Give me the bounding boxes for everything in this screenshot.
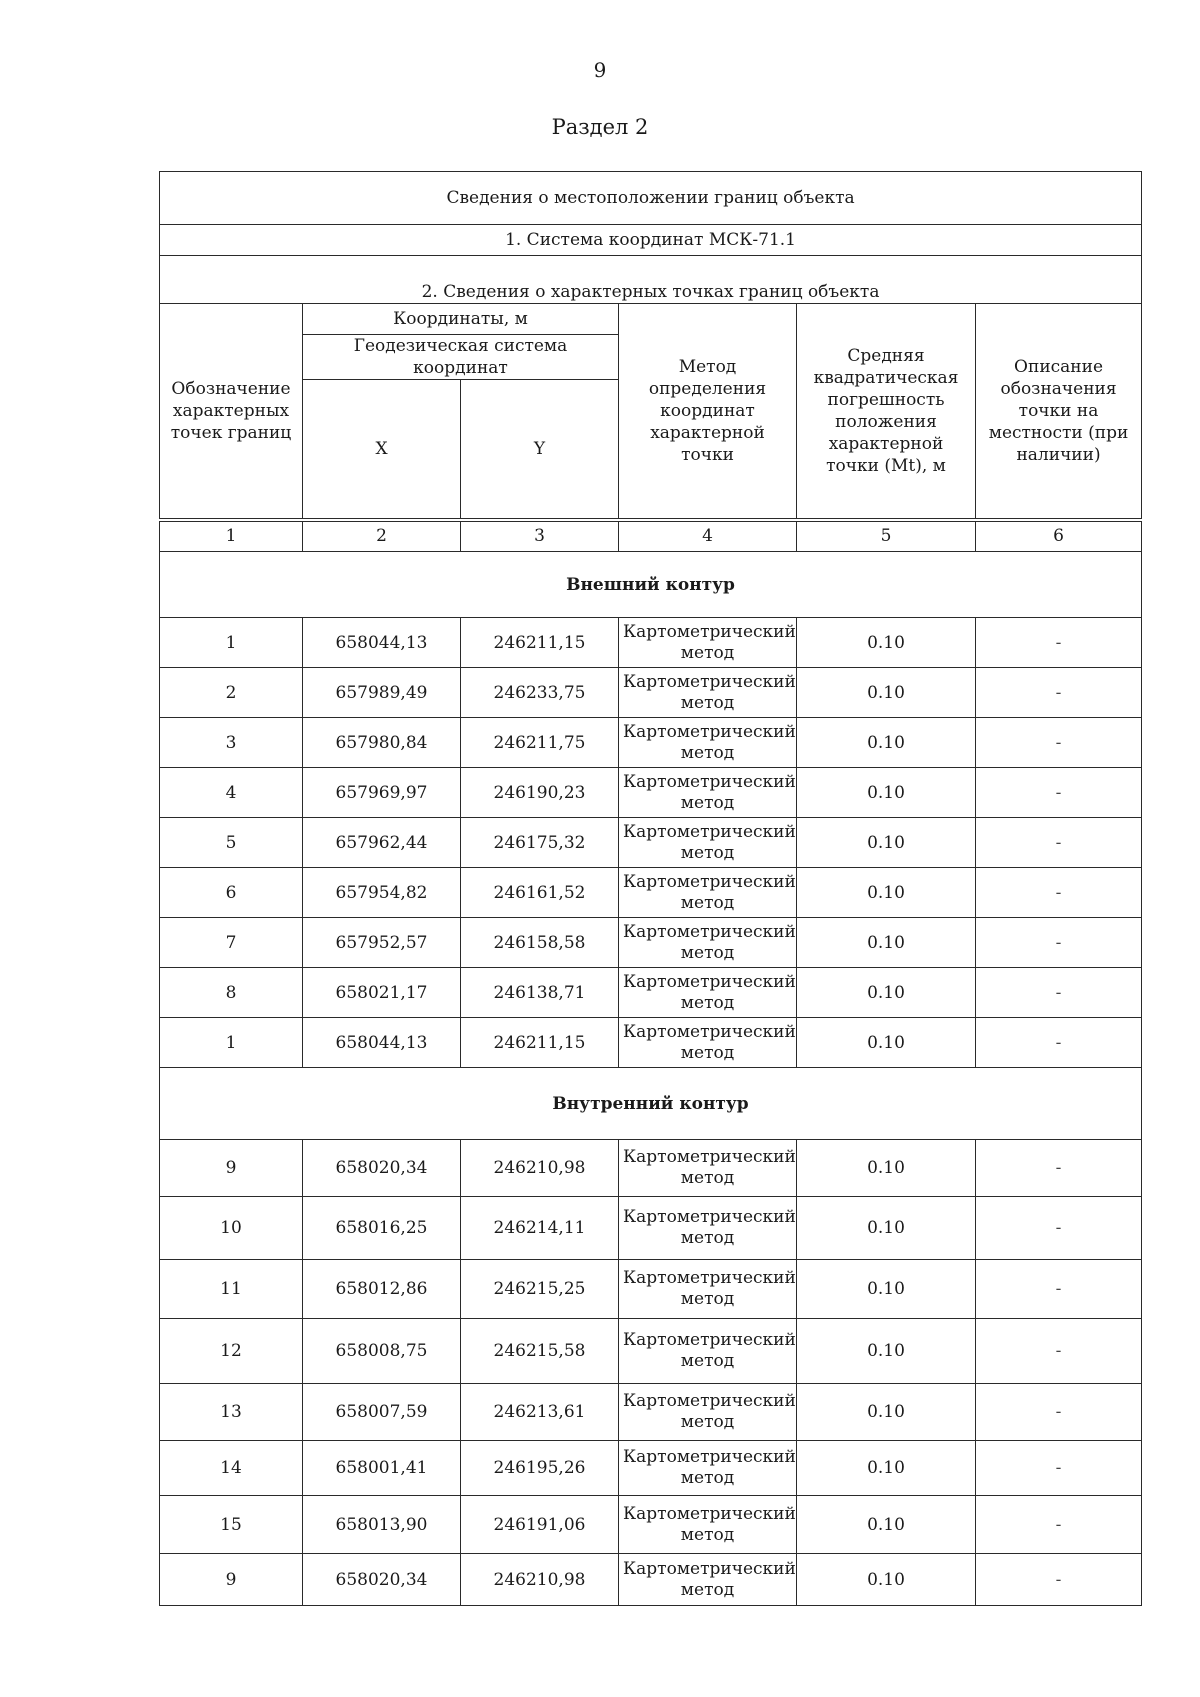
description-cell: -: [976, 1441, 1142, 1496]
y-cell: 246210,98: [461, 1140, 619, 1197]
method-cell: Картометрический метод: [619, 968, 797, 1018]
x-cell: 658020,34: [303, 1140, 461, 1197]
point-cell: 2: [160, 668, 303, 718]
point-cell: 4: [160, 768, 303, 818]
column-number: 3: [461, 520, 619, 552]
description-cell: -: [976, 1018, 1142, 1068]
method-cell: Картометрический метод: [619, 1197, 797, 1260]
description-cell: -: [976, 1384, 1142, 1441]
description-cell: -: [976, 1319, 1142, 1384]
accuracy-cell: 0.10: [797, 1140, 976, 1197]
x-cell: 657962,44: [303, 818, 461, 868]
description-cell: -: [976, 668, 1142, 718]
method-cell: Картометрический метод: [619, 1441, 797, 1496]
y-cell: 246210,98: [461, 1554, 619, 1606]
table-row: [160, 668, 1142, 718]
table-row: [160, 818, 1142, 868]
point-cell: 7: [160, 918, 303, 968]
column-number: 1: [160, 520, 303, 552]
method-cell: Картометрический метод: [619, 1140, 797, 1197]
contour-title: Внутренний контур: [160, 1068, 1142, 1140]
y-cell: 246233,75: [461, 668, 619, 718]
y-cell: 246211,15: [461, 1018, 619, 1068]
column-number: 5: [797, 520, 976, 552]
y-cell: 246195,26: [461, 1441, 619, 1496]
header-designation: Обозначение характерных точек границ: [160, 304, 303, 520]
y-cell: 246211,15: [461, 618, 619, 668]
accuracy-cell: 0.10: [797, 618, 976, 668]
accuracy-cell: 0.10: [797, 1496, 976, 1554]
contour-title: Внешний контур: [160, 552, 1142, 618]
point-cell: 3: [160, 718, 303, 768]
boundary-points-table: [159, 171, 1142, 1606]
point-cell: 8: [160, 968, 303, 1018]
table-row: [160, 1018, 1142, 1068]
table-row: [160, 1554, 1142, 1606]
table-title: Сведения о местоположении границ объекта: [160, 172, 1142, 225]
description-cell: -: [976, 918, 1142, 968]
accuracy-cell: 0.10: [797, 1260, 976, 1319]
x-cell: 658044,13: [303, 618, 461, 668]
column-number: 4: [619, 520, 797, 552]
header-x: X: [303, 380, 461, 520]
accuracy-cell: 0.10: [797, 1554, 976, 1606]
y-cell: 246215,25: [461, 1260, 619, 1319]
y-cell: 246190,23: [461, 768, 619, 818]
method-cell: Картометрический метод: [619, 818, 797, 868]
accuracy-cell: 0.10: [797, 718, 976, 768]
description-cell: -: [976, 1197, 1142, 1260]
column-number: 6: [976, 520, 1142, 552]
x-cell: 658020,34: [303, 1554, 461, 1606]
x-cell: 658044,13: [303, 1018, 461, 1068]
method-cell: Картометрический метод: [619, 1319, 797, 1384]
x-cell: 657954,82: [303, 868, 461, 918]
table-row: [160, 1197, 1142, 1260]
description-cell: -: [976, 1140, 1142, 1197]
table-row: [160, 618, 1142, 668]
table-row: [160, 1384, 1142, 1441]
y-cell: 246214,11: [461, 1197, 619, 1260]
method-cell: Картометрический метод: [619, 668, 797, 718]
table-row: [160, 718, 1142, 768]
point-cell: 10: [160, 1197, 303, 1260]
x-cell: 658012,86: [303, 1260, 461, 1319]
accuracy-cell: 0.10: [797, 918, 976, 968]
contour-heading-row: [160, 1068, 1142, 1140]
y-cell: 246215,58: [461, 1319, 619, 1384]
y-cell: 246161,52: [461, 868, 619, 918]
description-cell: -: [976, 968, 1142, 1018]
table-row: [160, 1496, 1142, 1554]
description-cell: -: [976, 768, 1142, 818]
coordinate-system-row: 1. Система координат МСК-71.1: [160, 225, 1142, 256]
point-cell: 14: [160, 1441, 303, 1496]
description-cell: -: [976, 818, 1142, 868]
table-row: [160, 868, 1142, 918]
section-title: Раздел 2: [551, 115, 649, 139]
x-cell: 657952,57: [303, 918, 461, 968]
header-geodetic-system: Геодезическая система координат: [303, 335, 619, 380]
method-cell: Картометрический метод: [619, 918, 797, 968]
y-cell: 246158,58: [461, 918, 619, 968]
accuracy-cell: 0.10: [797, 968, 976, 1018]
x-cell: 658001,41: [303, 1441, 461, 1496]
y-cell: 246138,71: [461, 968, 619, 1018]
y-cell: 246175,32: [461, 818, 619, 868]
method-cell: Картометрический метод: [619, 618, 797, 668]
method-cell: Картометрический метод: [619, 1260, 797, 1319]
method-cell: Картометрический метод: [619, 1018, 797, 1068]
y-cell: 246191,06: [461, 1496, 619, 1554]
description-cell: -: [976, 1496, 1142, 1554]
description-cell: -: [976, 618, 1142, 668]
x-cell: 658008,75: [303, 1319, 461, 1384]
point-cell: 11: [160, 1260, 303, 1319]
page-number: 9: [593, 58, 607, 82]
description-cell: -: [976, 868, 1142, 918]
header-description: Описание обозначения точки на местности (при наличии): [976, 304, 1142, 520]
header-accuracy: Средняя квадратическая погрешность положения характерной точки (Mt), м: [797, 304, 976, 520]
accuracy-cell: 0.10: [797, 668, 976, 718]
accuracy-cell: 0.10: [797, 818, 976, 868]
point-cell: 9: [160, 1554, 303, 1606]
accuracy-cell: 0.10: [797, 868, 976, 918]
accuracy-cell: 0.10: [797, 1319, 976, 1384]
accuracy-cell: 0.10: [797, 768, 976, 818]
method-cell: Картометрический метод: [619, 718, 797, 768]
contour-heading-row: [160, 552, 1142, 618]
point-cell: 12: [160, 1319, 303, 1384]
point-cell: 6: [160, 868, 303, 918]
x-cell: 658016,25: [303, 1197, 461, 1260]
point-cell: 1: [160, 1018, 303, 1068]
method-cell: Картометрический метод: [619, 1554, 797, 1606]
x-cell: 657989,49: [303, 668, 461, 718]
point-cell: 1: [160, 618, 303, 668]
y-cell: 246211,75: [461, 718, 619, 768]
table-row: [160, 1260, 1142, 1319]
header-y: Y: [461, 380, 619, 520]
point-cell: 5: [160, 818, 303, 868]
header-method: Метод определения координат характерной точки: [619, 304, 797, 520]
x-cell: 658013,90: [303, 1496, 461, 1554]
method-cell: Картометрический метод: [619, 868, 797, 918]
points-heading-row: 2. Сведения о характерных точках границ объекта: [160, 256, 1142, 304]
method-cell: Картометрический метод: [619, 1496, 797, 1554]
header-coordinates: Координаты, м: [303, 304, 619, 335]
method-cell: Картометрический метод: [619, 768, 797, 818]
column-number: 2: [303, 520, 461, 552]
table-row: [160, 918, 1142, 968]
x-cell: 658007,59: [303, 1384, 461, 1441]
accuracy-cell: 0.10: [797, 1197, 976, 1260]
accuracy-cell: 0.10: [797, 1018, 976, 1068]
table-row: [160, 1319, 1142, 1384]
table-row: [160, 768, 1142, 818]
x-cell: 657980,84: [303, 718, 461, 768]
description-cell: -: [976, 1260, 1142, 1319]
table-row: [160, 968, 1142, 1018]
point-cell: 15: [160, 1496, 303, 1554]
y-cell: 246213,61: [461, 1384, 619, 1441]
x-cell: 658021,17: [303, 968, 461, 1018]
description-cell: -: [976, 718, 1142, 768]
accuracy-cell: 0.10: [797, 1384, 976, 1441]
table-row: [160, 1441, 1142, 1496]
method-cell: Картометрический метод: [619, 1384, 797, 1441]
point-cell: 9: [160, 1140, 303, 1197]
point-cell: 13: [160, 1384, 303, 1441]
table-row: [160, 1140, 1142, 1197]
x-cell: 657969,97: [303, 768, 461, 818]
accuracy-cell: 0.10: [797, 1441, 976, 1496]
description-cell: -: [976, 1554, 1142, 1606]
